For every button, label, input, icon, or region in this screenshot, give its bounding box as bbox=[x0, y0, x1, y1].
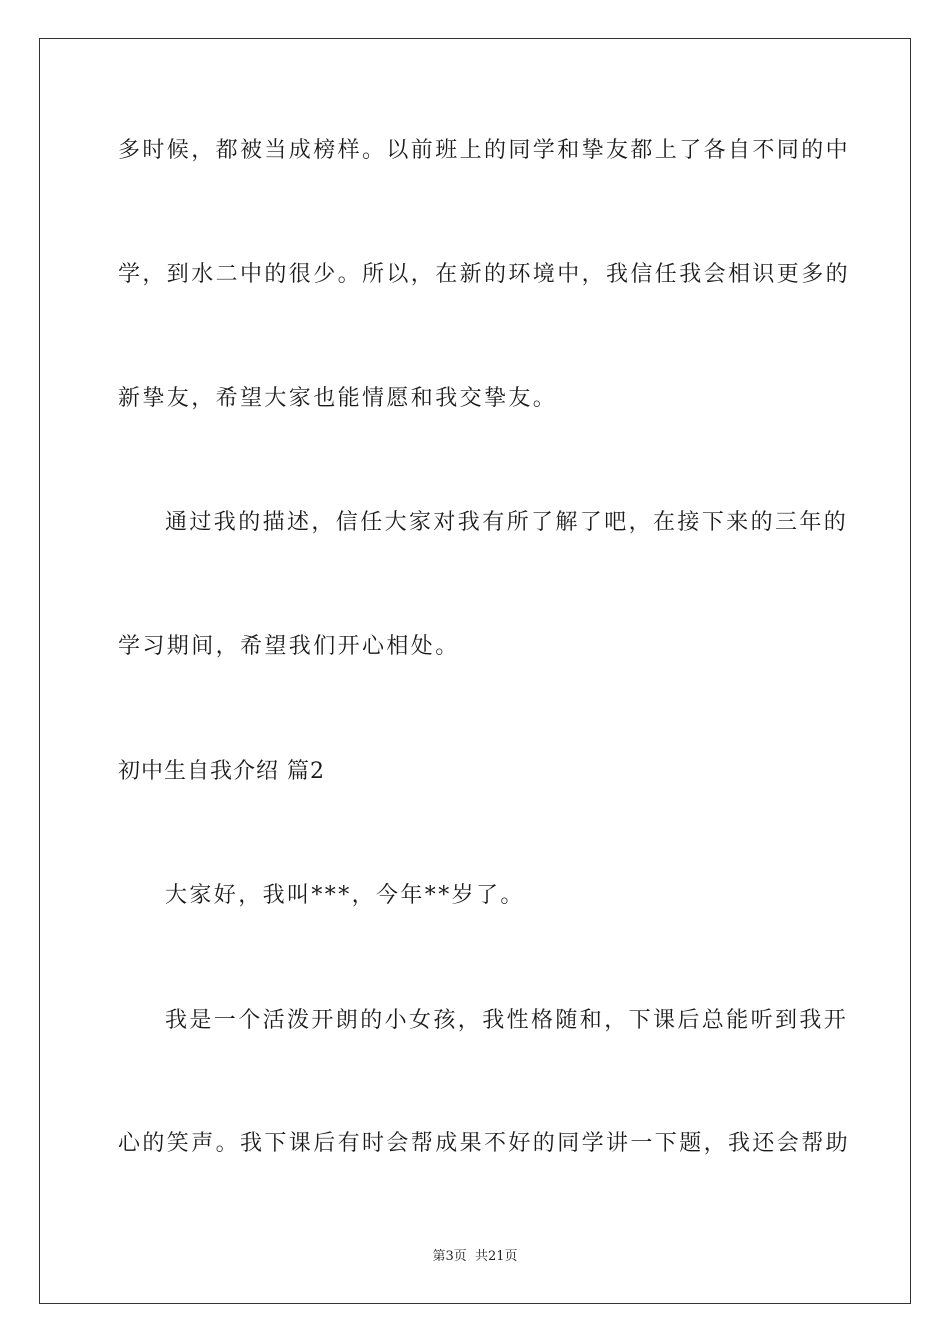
page-footer bbox=[0, 1247, 950, 1267]
body-text-line: 大家好，我叫***，今年**岁了。 bbox=[165, 883, 525, 908]
body-text-line: 心的笑声。我下课后有时会帮成果不好的同学讲一下题，我还会帮助 bbox=[118, 1131, 851, 1156]
body-text-line: 学，到水二中的很少。所以，在新的环境中，我信任我会相识更多的 bbox=[118, 262, 851, 287]
body-text-line: 我是一个活泼开朗的小女孩，我性格随和，下课后总能听到我开 bbox=[165, 1008, 849, 1033]
body-text-line: 通过我的描述，信任大家对我有所了解了吧，在接下来的三年的 bbox=[165, 510, 849, 535]
body-text-line: 学习期间，希望我们开心相处。 bbox=[118, 634, 460, 659]
section-heading: 初中生自我介绍 篇2 bbox=[118, 759, 325, 784]
page-total: 共21页 bbox=[474, 1249, 518, 1264]
body-text-line: 多时候，都被当成榜样。以前班上的同学和挚友都上了各自不同的中 bbox=[118, 138, 851, 163]
page-number: 第3页 bbox=[432, 1249, 467, 1264]
body-text-line: 新挚友，希望大家也能情愿和我交挚友。 bbox=[118, 386, 558, 411]
page-border bbox=[39, 38, 911, 1304]
